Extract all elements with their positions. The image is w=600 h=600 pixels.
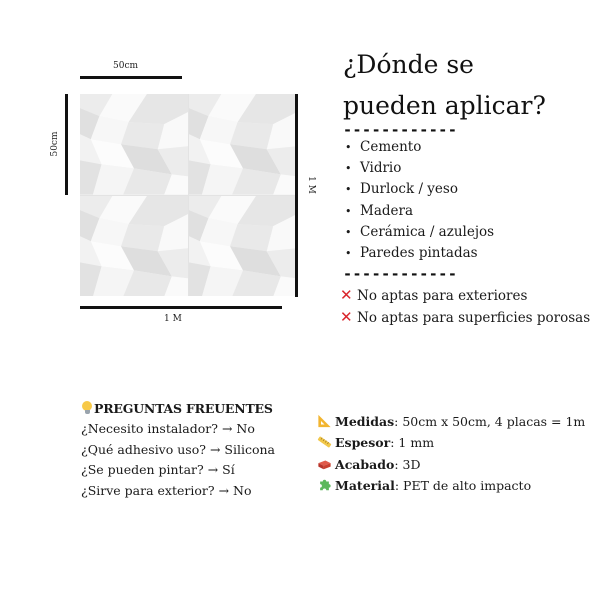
warning-label: No aptas para exteriores [357,288,528,304]
right-height-label: 1 M [306,176,316,194]
faq-title [81,398,275,419]
triangular-ruler-icon [317,414,334,428]
faq-item [81,419,275,440]
wall-panel-grid [80,94,297,296]
spec-value: 50cm x 50cm, 4 placas = 1m [398,414,586,429]
faq-item [81,481,275,502]
warning-label: No aptas para superficies porosas [357,310,591,326]
list-item [345,158,494,179]
surface-list [345,137,494,264]
diamond-texture-icon [189,94,297,195]
bottom-width-line [80,306,282,309]
puzzle-piece-icon [317,478,334,492]
bullet-icon: • [345,247,352,261]
title-line-1: ¿Dónde se [343,50,474,79]
divider-top: ------------ [343,121,458,139]
spec-item-espesor [317,432,585,453]
left-height-line [65,94,68,195]
top-width-line [80,76,182,79]
arrow-right-icon: → [209,441,221,457]
spec-value: PET de alto impacto [399,477,532,493]
warning-item [340,285,590,307]
applications-title [343,44,546,126]
faq-answer: No [233,482,252,498]
spec-sep: : [394,456,399,472]
faq-answer: Sí [222,462,235,477]
list-item-label: Paredes pintadas [360,245,478,262]
arrow-right-icon: → [218,482,230,498]
list-item-label: Vidrio [360,160,402,177]
faq-question: ¿Se pueden pintar? [81,462,204,477]
list-item [345,222,494,243]
faq-item [81,440,275,461]
faq-title-text: PREGUNTAS FREUENTES [94,401,273,416]
wall-panel-tile [80,94,188,195]
diamond-texture-icon [80,94,188,195]
spec-label: Material [335,477,395,493]
spec-value: 1 mm [394,435,435,451]
straight-ruler-icon [317,435,334,449]
bullet-icon: • [345,225,352,239]
spec-label: Medidas [335,414,395,429]
list-item-label: Madera [360,202,414,219]
cross-mark-icon: ✕ [340,308,353,326]
title-line-2: pueden aplicar? [343,91,546,120]
diamond-texture-icon [80,196,188,297]
faq-answer: No [236,421,255,436]
faq-question: ¿Sirve para exterior? [81,482,215,498]
diamond-texture-icon [189,196,297,297]
wall-panel-tile [80,196,188,297]
bottom-width-label: 1 M [164,314,182,324]
specs-section [317,411,585,496]
arrow-right-icon: → [221,421,233,436]
faq-question: ¿Qué adhesivo uso? [81,441,206,457]
faq-answer: Silicona [224,441,275,457]
bullet-icon: • [345,162,352,176]
wall-panel-tile [189,94,297,195]
spec-sep: : [394,414,399,429]
spec-sep: : [394,477,400,493]
left-height-label: 50cm [50,131,60,157]
list-item [345,201,494,222]
warning-item [340,307,590,329]
bullet-icon: • [345,204,352,218]
spec-item-medidas [317,411,585,432]
lightbulb-icon [81,401,94,415]
list-item-label: Durlock / yeso [360,181,458,198]
faq-section [81,398,275,501]
bullet-icon: • [345,183,352,197]
right-height-line [295,94,298,297]
wall-panel-tile [189,196,297,297]
cross-mark-icon: ✕ [340,286,353,304]
brick-icon [317,457,334,471]
spec-sep: : [390,435,395,451]
list-item [345,137,494,158]
arrow-right-icon: → [207,462,219,477]
spec-item-acabado [317,454,585,475]
bullet-icon: • [345,141,352,154]
top-width-label: 50cm [113,61,139,71]
warning-list [340,285,590,329]
faq-item [81,460,275,481]
list-item-label: Cemento [360,139,422,155]
divider-bottom: ------------ [343,265,458,283]
list-item-label: Cerámica / azulejos [360,223,495,240]
spec-label: Espesor [335,435,391,451]
spec-item-material [317,475,585,496]
list-item [345,179,494,200]
spec-label: Acabado [335,456,395,472]
spec-value: 3D [398,456,421,472]
faq-question: ¿Necesito instalador? [81,421,218,436]
list-item [345,243,494,264]
